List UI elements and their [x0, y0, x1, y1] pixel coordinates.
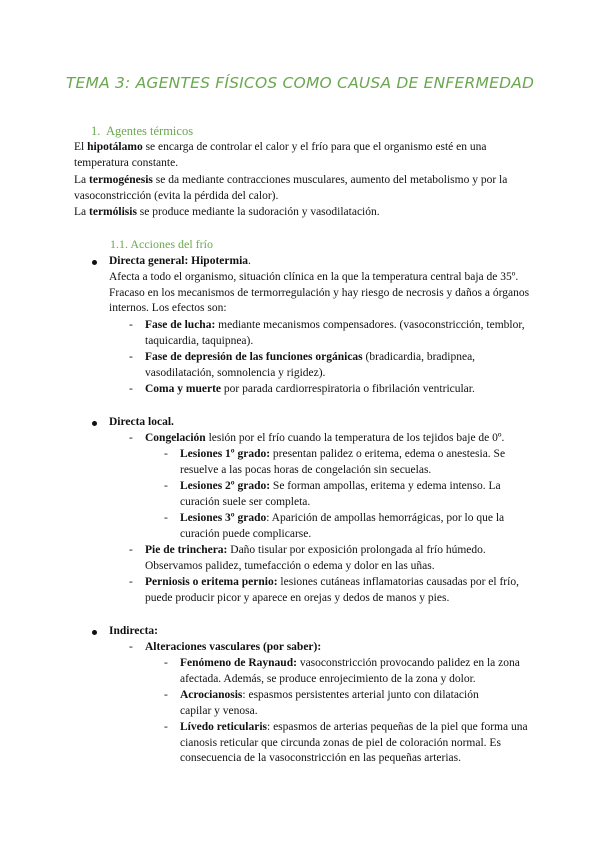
- list-item-congelacion: [145, 431, 545, 447]
- paragraph-hipotalamo: [74, 140, 544, 171]
- term-termolisis: termólisis: [89, 206, 137, 218]
- bullet-icon: [92, 630, 97, 635]
- text: por parada cardiorrespiratoria o fibrilación ventricular.: [221, 383, 475, 395]
- dash-icon: -: [129, 432, 133, 444]
- list-item-pie-trinchera: [145, 543, 530, 574]
- text: lesiones cutáneas inflamatorias causadas por el frío, puede producir picor y aparece en orejas y dedos de manos y pies.: [145, 576, 519, 604]
- text: .: [248, 255, 251, 267]
- subsection-heading: 1.1. Acciones del frío: [110, 237, 213, 251]
- term: Fase de depresión de las funciones orgánicas: [145, 351, 363, 363]
- document-title: TEMA 3: AGENTES FÍSICOS COMO CAUSA DE ENFERMEDAD: [65, 74, 535, 92]
- list-item-fase-depresion: [145, 350, 535, 381]
- dash-icon: -: [129, 319, 133, 331]
- text: : espasmos de arterias pequeñas de la piel que forma una cianosis reticular que circunda zonas de piel de coloración normal. Es consecuencia de la vasoconstricción en las pequeñas arterias.: [180, 721, 528, 764]
- list-item-lesiones-2: [180, 479, 530, 510]
- list-item-livedo: [180, 720, 530, 767]
- list-item-acrocianosis: [180, 688, 480, 719]
- dash-icon: -: [129, 383, 133, 395]
- list-item-raynaud: [180, 656, 525, 687]
- section-number: 1.: [91, 124, 101, 138]
- term: Fenómeno de Raynaud:: [180, 657, 297, 669]
- term: Perniosis o eritema pernio:: [145, 576, 278, 588]
- text: Se forman ampollas, eritema y edema intenso. La curación suele ser completa.: [180, 480, 501, 508]
- list-item-lesiones-1: [180, 447, 530, 478]
- list-item-coma: [145, 382, 545, 398]
- dash-icon: -: [164, 689, 168, 701]
- alteraciones-vasculares: Alteraciones vasculares (por saber):: [145, 641, 322, 653]
- term: Lesiones 1º grado:: [180, 448, 271, 460]
- dash-icon: -: [129, 641, 133, 653]
- dash-icon: -: [164, 657, 168, 669]
- dash-icon: -: [129, 576, 133, 588]
- bullet-icon: [92, 421, 97, 426]
- bullet-icon: [92, 260, 97, 265]
- directa-general-title: [109, 254, 539, 270]
- term-termogenesis: termogénesis: [89, 174, 153, 186]
- term: Acrocianosis: [180, 689, 243, 701]
- term: Coma y muerte: [145, 383, 222, 395]
- list-item-fase-lucha: [145, 318, 535, 349]
- text: Daño tisular por exposición prolongada al frío húmedo. Observamos palidez, tumefacción o edema y dolor en las uñas.: [145, 544, 486, 572]
- text: La: [74, 206, 90, 218]
- list-item-perniosis: [145, 575, 535, 606]
- term-hipotalamo: hipotálamo: [87, 141, 143, 153]
- text: presentan palidez o eritema, edema o anestesia. Se resuelve a las pocas horas de congelación sin secuelas.: [180, 448, 506, 476]
- text: Directa general: Hipotermia: [109, 255, 249, 267]
- dash-icon: -: [129, 544, 133, 556]
- text: La: [74, 174, 90, 186]
- term: Lesiones 2º grado:: [180, 480, 271, 492]
- dash-icon: -: [164, 721, 168, 733]
- text: lesión por el frío cuando la temperatura de los tejidos baje de 0º.: [205, 432, 505, 444]
- list-item-lesiones-3: [180, 511, 535, 542]
- indirecta-title: Indirecta:: [109, 625, 158, 637]
- dash-icon: -: [164, 480, 168, 492]
- text: El: [74, 141, 88, 153]
- term: Lívedo reticularis: [180, 721, 267, 733]
- text: se encarga de controlar el calor y el frío para que el organismo esté en una temperatura constante.: [74, 141, 487, 169]
- dash-icon: -: [129, 351, 133, 363]
- section-title: Agentes térmicos: [105, 124, 194, 138]
- text: mediante mecanismos compensadores. (vasoconstricción, temblor, taquicardia, taquipnea).: [145, 319, 525, 347]
- text: : Aparición de ampollas hemorrágicas, por lo que la curación puede complicarse.: [180, 512, 505, 540]
- term: Fase de lucha:: [145, 319, 216, 331]
- directa-general-desc: Afecta a todo el organismo, situación clínica en la que la temperatura central baja de 35º. Fracaso en los mecanismos de termorregulación y hay riesgo de necrosis y daños a órganos internos. Los efectos son:: [109, 271, 530, 314]
- term: Lesiones 3º grado: [180, 512, 267, 524]
- term: Pie de trinchera:: [145, 544, 228, 556]
- directa-local-title: Directa local.: [109, 416, 174, 428]
- paragraph-termolisis: [74, 205, 544, 221]
- term: Congelación: [145, 432, 206, 444]
- text: vasoconstricción provocando palidez en la zona afectada. Además, se produce enrojecimiento de la zona y dolor.: [180, 657, 520, 685]
- dash-icon: -: [164, 512, 168, 524]
- text: : espasmos persistentes arterial junto con dilatación capilar y venosa.: [180, 689, 479, 717]
- text: (bradicardia, bradipnea, vasodilatación, somnolencia y rigidez).: [145, 351, 476, 379]
- dash-icon: -: [164, 448, 168, 460]
- section-heading: [91, 124, 193, 139]
- text: se da mediante contracciones musculares, aumento del metabolismo y por la vasoconstricción (evita la pérdida del calor).: [74, 174, 508, 202]
- text: se produce mediante la sudoración y vasodilatación.: [136, 206, 380, 218]
- paragraph-termogenesis: [74, 173, 544, 204]
